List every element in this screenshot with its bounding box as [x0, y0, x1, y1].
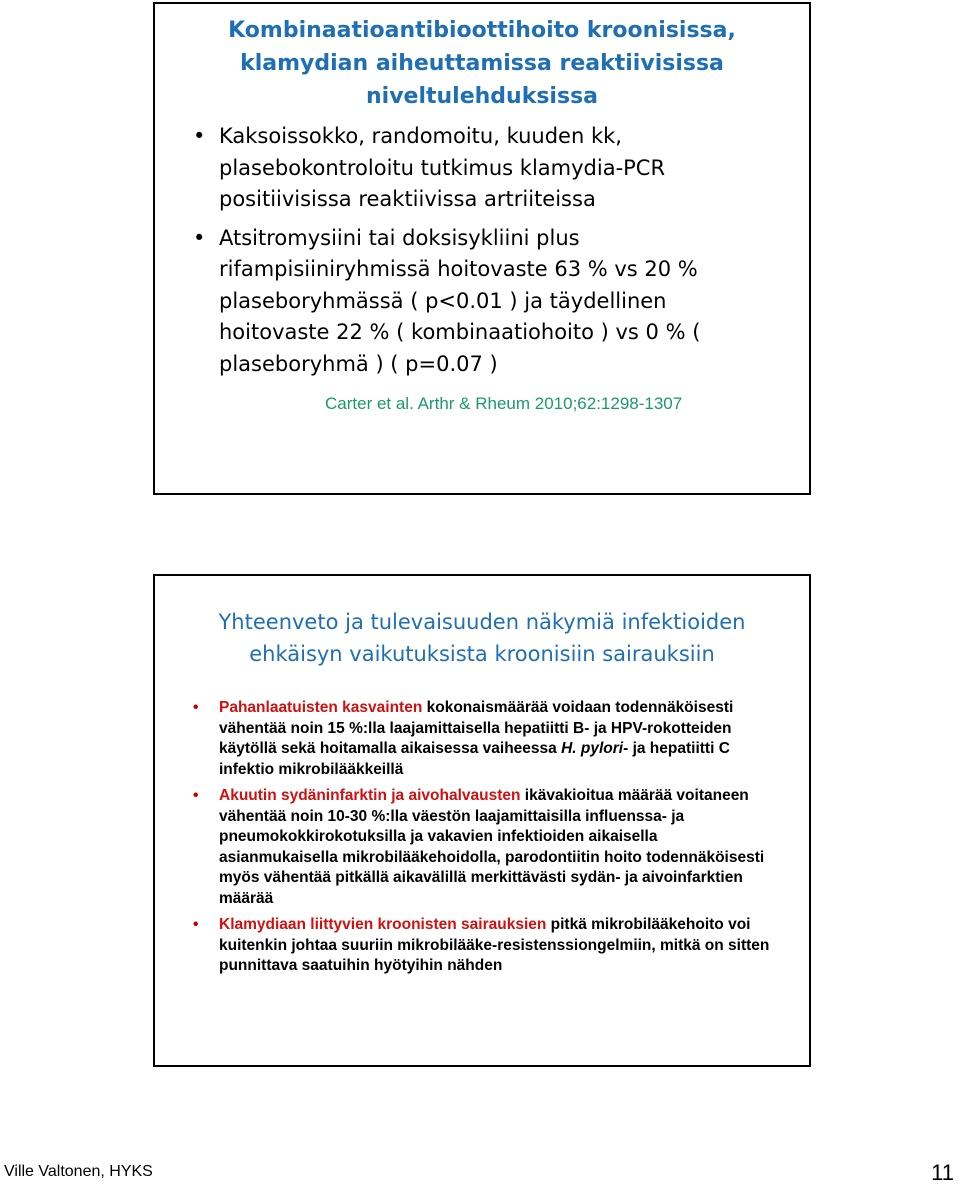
slide-1-bullet-1	[193, 121, 779, 216]
italic-text: H. pylori	[561, 740, 624, 757]
slide-2	[153, 574, 811, 1067]
slide-1-title	[155, 14, 809, 113]
slide-1-bullet-1-text: Kaksoissokko, randomoitu, kuuden kk, plasebokontroloitu tutkimus klamydia-PCR positiivisissa reaktiivissa artriiteissa	[219, 124, 666, 211]
slide-2-bullet-3	[193, 915, 779, 977]
bullet-dot-icon: •	[193, 787, 199, 804]
body-text: kokonaismäärää voidaan todennäköisesti vähentää noin 15 %:lla laajamittaisella hepatiitti B- ja HPV-rokotteiden käytöllä sekä hoitamalla aikaisessa vaiheessa	[219, 699, 734, 757]
slide-2-title-line-1: Yhteenveto ja tulevaisuuden näkymiä infektioiden	[218, 610, 746, 634]
slide-1-title-line-3: niveltulehduksissa	[365, 84, 599, 109]
slide-2-bullet-1	[193, 698, 779, 780]
slide-1-bullet-2	[193, 223, 779, 381]
highlight-text: Akuutin sydäninfarktin ja aivohalvausten	[219, 787, 521, 804]
body-text: ikävakioitua määrää voitaneen vähentää noin 10-30 %:lla väestön laajamittaisilla influenssa- ja pneumokokkirokotuksilla ja vakavien infektioiden aikaisella asianmukaisella mikrobilääkehoidolla, parodontiitin hoito todennäköisesti myös vähentää pitkällä aikavälillä merkittävästi sydän- ja aivoinfarktien määrää	[219, 787, 765, 907]
slide-2-title	[155, 606, 809, 670]
bullet-dot-icon: •	[193, 699, 199, 716]
citation: Carter et al. Arthr & Rheum 2010;62:1298-1307	[325, 394, 683, 413]
slide-2-bullet-list	[155, 698, 809, 977]
slide-1-title-line-1: Kombinaatioantibioottihoito kroonisissa,	[228, 18, 736, 43]
slide-2-title-line-2: ehkäisyn vaikutuksista kroonisiin sairauksiin	[249, 642, 715, 666]
bullet-dot-icon: •	[193, 225, 206, 250]
slide-1-bullet-2-text: Atsitromysiini tai doksisykliini plus rifampisiiniryhmissä hoitovaste 63 % vs 20 % plaseboryhmässä ( p<0.01 ) ja täydellinen hoitovaste 22 % ( kombinaatiohoito ) vs 0 % ( plaseboryhmä ) ( p=0.07 )	[219, 225, 701, 376]
slide-1-title-line-2: klamydian aiheuttamissa reaktiivisissa	[240, 51, 724, 76]
footer-author: Ville Valtonen, HYKS	[4, 1163, 153, 1180]
slide-2-bullet-2	[193, 786, 779, 909]
page-number: 11	[931, 1160, 954, 1185]
highlight-text: Pahanlaatuisten kasvainten	[219, 699, 423, 716]
slide-1	[153, 2, 811, 495]
body-text: - ja hepatiitti C infektio mikrobilääkkeillä	[219, 740, 730, 778]
slide-1-bullet-list	[155, 121, 809, 380]
body-text: pitkä mikrobilääkehoito voi kuitenkin johtaa suuriin mikrobilääke-resistenssiongelmiin, mitkä on sitten punnittava saatuihin hyötyihin nähden	[219, 916, 770, 974]
bullet-dot-icon: •	[193, 124, 206, 148]
highlight-text: Klamydiaan liittyvien kroonisten sairauksien	[219, 916, 547, 933]
bullet-dot-icon: •	[193, 916, 199, 933]
